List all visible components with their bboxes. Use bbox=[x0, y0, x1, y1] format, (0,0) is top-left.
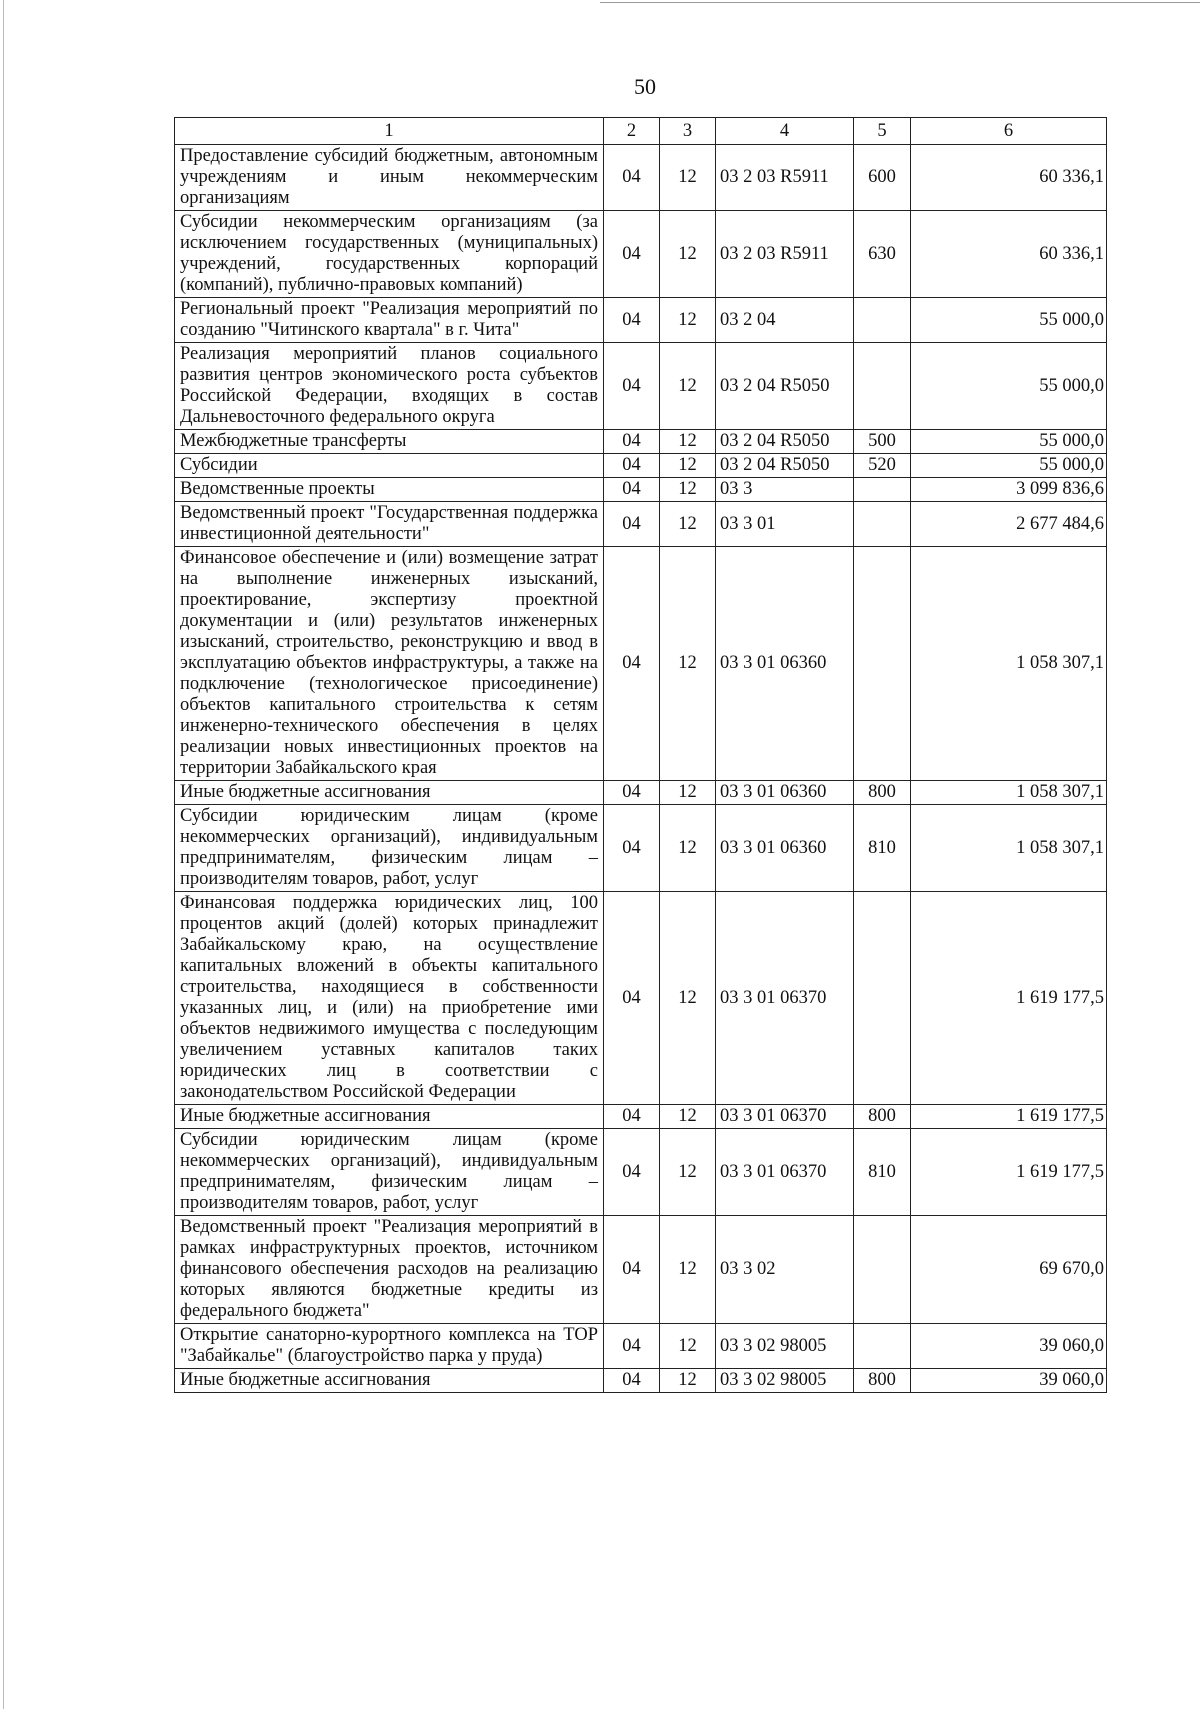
row-target-code-cell: 03 2 04 R5050 bbox=[716, 454, 854, 478]
row-subsection-cell: 12 bbox=[660, 547, 716, 781]
row-target-code-cell: 03 2 04 R5050 bbox=[716, 343, 854, 430]
row-section-cell: 04 bbox=[604, 1216, 660, 1324]
table-row bbox=[175, 145, 1107, 211]
row-target-code-cell: 03 3 01 06360 bbox=[716, 781, 854, 805]
row-target-code-cell: 03 3 bbox=[716, 478, 854, 502]
row-expense-type-cell: 810 bbox=[854, 805, 911, 892]
table-row bbox=[175, 1369, 1107, 1393]
row-target-code-cell: 03 3 02 bbox=[716, 1216, 854, 1324]
row-amount-cell: 55 000,0 bbox=[911, 298, 1107, 343]
row-expense-type-cell: 810 bbox=[854, 1129, 911, 1216]
row-section-cell: 04 bbox=[604, 805, 660, 892]
row-section-cell: 04 bbox=[604, 1129, 660, 1216]
row-expense-type-cell bbox=[854, 502, 911, 547]
row-expense-type-cell: 600 bbox=[854, 145, 911, 211]
row-subsection-cell: 12 bbox=[660, 430, 716, 454]
table-row bbox=[175, 454, 1107, 478]
row-expense-type-cell bbox=[854, 478, 911, 502]
scan-top-line bbox=[600, 2, 1200, 3]
column-header-6: 6 bbox=[911, 118, 1107, 145]
row-amount-cell: 39 060,0 bbox=[911, 1369, 1107, 1393]
row-name-cell: Ведомственные проекты bbox=[175, 478, 604, 502]
row-subsection-cell: 12 bbox=[660, 343, 716, 430]
row-name-cell: Ведомственный проект "Государственная поддержка инвестиционной деятельности" bbox=[175, 502, 604, 547]
table-row bbox=[175, 1324, 1107, 1369]
row-subsection-cell: 12 bbox=[660, 1129, 716, 1216]
row-amount-cell: 60 336,1 bbox=[911, 145, 1107, 211]
row-section-cell: 04 bbox=[604, 892, 660, 1105]
row-subsection-cell: 12 bbox=[660, 1324, 716, 1369]
row-target-code-cell: 03 3 01 06360 bbox=[716, 547, 854, 781]
row-name-cell: Иные бюджетные ассигнования bbox=[175, 781, 604, 805]
row-name-cell: Межбюджетные трансферты bbox=[175, 430, 604, 454]
row-amount-cell: 55 000,0 bbox=[911, 430, 1107, 454]
row-subsection-cell: 12 bbox=[660, 1105, 716, 1129]
row-section-cell: 04 bbox=[604, 478, 660, 502]
row-name-cell: Субсидии bbox=[175, 454, 604, 478]
row-section-cell: 04 bbox=[604, 1105, 660, 1129]
row-section-cell: 04 bbox=[604, 211, 660, 298]
column-header-3: 3 bbox=[660, 118, 716, 145]
row-name-cell: Ведомственный проект "Реализация мероприятий в рамках инфраструктурных проектов, источником финансового обеспечения расходов на реализацию которых являются бюджетные кредиты из федерального бюджета" bbox=[175, 1216, 604, 1324]
row-subsection-cell: 12 bbox=[660, 478, 716, 502]
row-name-cell: Региональный проект "Реализация мероприятий по созданию "Читинского квартала" в г. Чита" bbox=[175, 298, 604, 343]
table-row bbox=[175, 298, 1107, 343]
table-row bbox=[175, 892, 1107, 1105]
row-section-cell: 04 bbox=[604, 454, 660, 478]
row-section-cell: 04 bbox=[604, 547, 660, 781]
row-amount-cell: 55 000,0 bbox=[911, 343, 1107, 430]
row-name-cell: Финансовое обеспечение и (или) возмещение затрат на выполнение инженерных изысканий, проектирование, экспертизу проектной документации и (или) результатов инженерных изысканий, строительство, реконструкцию и ввод в эксплуатацию объектов инфраструктуры, а также на подключение (технологическое присоединение) объектов капитального строительства к сетям инженерно-технического обеспечения в целях реализации новых инвестиционных проектов на территории Забайкальского края bbox=[175, 547, 604, 781]
row-name-cell: Иные бюджетные ассигнования bbox=[175, 1105, 604, 1129]
row-target-code-cell: 03 3 01 06370 bbox=[716, 892, 854, 1105]
table-row bbox=[175, 211, 1107, 298]
row-subsection-cell: 12 bbox=[660, 1369, 716, 1393]
row-section-cell: 04 bbox=[604, 145, 660, 211]
table-row bbox=[175, 1216, 1107, 1324]
row-name-cell: Иные бюджетные ассигнования bbox=[175, 1369, 604, 1393]
row-expense-type-cell bbox=[854, 343, 911, 430]
row-target-code-cell: 03 3 02 98005 bbox=[716, 1324, 854, 1369]
row-name-cell: Реализация мероприятий планов социального развития центров экономического роста субъектов Российской Федерации, входящих в состав Дальневосточного федерального округа bbox=[175, 343, 604, 430]
row-expense-type-cell bbox=[854, 298, 911, 343]
row-section-cell: 04 bbox=[604, 298, 660, 343]
row-amount-cell: 1 058 307,1 bbox=[911, 805, 1107, 892]
row-target-code-cell: 03 2 03 R5911 bbox=[716, 211, 854, 298]
table-row bbox=[175, 1105, 1107, 1129]
table-row bbox=[175, 343, 1107, 430]
row-amount-cell: 2 677 484,6 bbox=[911, 502, 1107, 547]
row-section-cell: 04 bbox=[604, 781, 660, 805]
row-amount-cell: 1 058 307,1 bbox=[911, 781, 1107, 805]
row-subsection-cell: 12 bbox=[660, 298, 716, 343]
row-name-cell: Субсидии юридическим лицам (кроме некоммерческих организаций), индивидуальным предпринимателям, физическим лицам – производителям товаров, работ, услуг bbox=[175, 805, 604, 892]
row-target-code-cell: 03 3 01 06370 bbox=[716, 1105, 854, 1129]
row-expense-type-cell: 800 bbox=[854, 1369, 911, 1393]
column-header-1: 1 bbox=[175, 118, 604, 145]
row-name-cell: Финансовая поддержка юридических лиц, 100 процентов акций (долей) которых принадлежит Забайкальскому краю, на осуществление капитальных вложений в объекты капитального строительства, находящиеся в собственности указанных лиц, и (или) на приобретение ими объектов недвижимого имущества с последующим увеличением уставных капиталов таких юридических лиц в соответствии с законодательством Российской Федерации bbox=[175, 892, 604, 1105]
row-amount-cell: 1 619 177,5 bbox=[911, 1129, 1107, 1216]
row-section-cell: 04 bbox=[604, 1369, 660, 1393]
row-expense-type-cell bbox=[854, 547, 911, 781]
row-amount-cell: 1 619 177,5 bbox=[911, 1105, 1107, 1129]
page-number: 50 bbox=[634, 74, 656, 99]
row-expense-type-cell: 800 bbox=[854, 1105, 911, 1129]
table-body bbox=[175, 145, 1107, 1393]
row-expense-type-cell: 630 bbox=[854, 211, 911, 298]
row-target-code-cell: 03 3 02 98005 bbox=[716, 1369, 854, 1393]
table-row bbox=[175, 805, 1107, 892]
row-target-code-cell: 03 2 03 R5911 bbox=[716, 145, 854, 211]
table-row bbox=[175, 781, 1107, 805]
row-amount-cell: 1 058 307,1 bbox=[911, 547, 1107, 781]
row-subsection-cell: 12 bbox=[660, 454, 716, 478]
row-amount-cell: 60 336,1 bbox=[911, 211, 1107, 298]
row-subsection-cell: 12 bbox=[660, 805, 716, 892]
table-row bbox=[175, 478, 1107, 502]
header-row bbox=[175, 118, 1107, 145]
column-header-5: 5 bbox=[854, 118, 911, 145]
row-subsection-cell: 12 bbox=[660, 211, 716, 298]
row-expense-type-cell bbox=[854, 1216, 911, 1324]
row-expense-type-cell: 800 bbox=[854, 781, 911, 805]
row-expense-type-cell bbox=[854, 1324, 911, 1369]
row-section-cell: 04 bbox=[604, 1324, 660, 1369]
table-row bbox=[175, 502, 1107, 547]
row-name-cell: Предоставление субсидий бюджетным, автономным учреждениям и иным некоммерческим организациям bbox=[175, 145, 604, 211]
row-name-cell: Открытие санаторно-курортного комплекса на ТОР "Забайкалье" (благоустройство парка у пруда) bbox=[175, 1324, 604, 1369]
table-row bbox=[175, 430, 1107, 454]
row-amount-cell: 55 000,0 bbox=[911, 454, 1107, 478]
column-header-2: 2 bbox=[604, 118, 660, 145]
row-amount-cell: 69 670,0 bbox=[911, 1216, 1107, 1324]
row-amount-cell: 3 099 836,6 bbox=[911, 478, 1107, 502]
budget-table bbox=[174, 117, 1107, 1393]
row-amount-cell: 1 619 177,5 bbox=[911, 892, 1107, 1105]
column-header-4: 4 bbox=[716, 118, 854, 145]
row-expense-type-cell: 520 bbox=[854, 454, 911, 478]
row-target-code-cell: 03 2 04 R5050 bbox=[716, 430, 854, 454]
row-section-cell: 04 bbox=[604, 430, 660, 454]
table-row bbox=[175, 547, 1107, 781]
scan-margin-line bbox=[3, 0, 4, 1709]
row-target-code-cell: 03 3 01 06360 bbox=[716, 805, 854, 892]
row-name-cell: Субсидии некоммерческим организациям (за исключением государственных (муниципальных) учреждений, государственных корпораций (компаний), публично-правовых компаний) bbox=[175, 211, 604, 298]
row-target-code-cell: 03 3 01 06370 bbox=[716, 1129, 854, 1216]
row-subsection-cell: 12 bbox=[660, 145, 716, 211]
table-row bbox=[175, 1129, 1107, 1216]
row-target-code-cell: 03 2 04 bbox=[716, 298, 854, 343]
row-amount-cell: 39 060,0 bbox=[911, 1324, 1107, 1369]
row-expense-type-cell bbox=[854, 892, 911, 1105]
row-expense-type-cell: 500 bbox=[854, 430, 911, 454]
row-subsection-cell: 12 bbox=[660, 892, 716, 1105]
row-target-code-cell: 03 3 01 bbox=[716, 502, 854, 547]
row-section-cell: 04 bbox=[604, 502, 660, 547]
row-subsection-cell: 12 bbox=[660, 1216, 716, 1324]
row-name-cell: Субсидии юридическим лицам (кроме некоммерческих организаций), индивидуальным предпринимателям, физическим лицам – производителям товаров, работ, услуг bbox=[175, 1129, 604, 1216]
row-subsection-cell: 12 bbox=[660, 781, 716, 805]
row-subsection-cell: 12 bbox=[660, 502, 716, 547]
row-section-cell: 04 bbox=[604, 343, 660, 430]
